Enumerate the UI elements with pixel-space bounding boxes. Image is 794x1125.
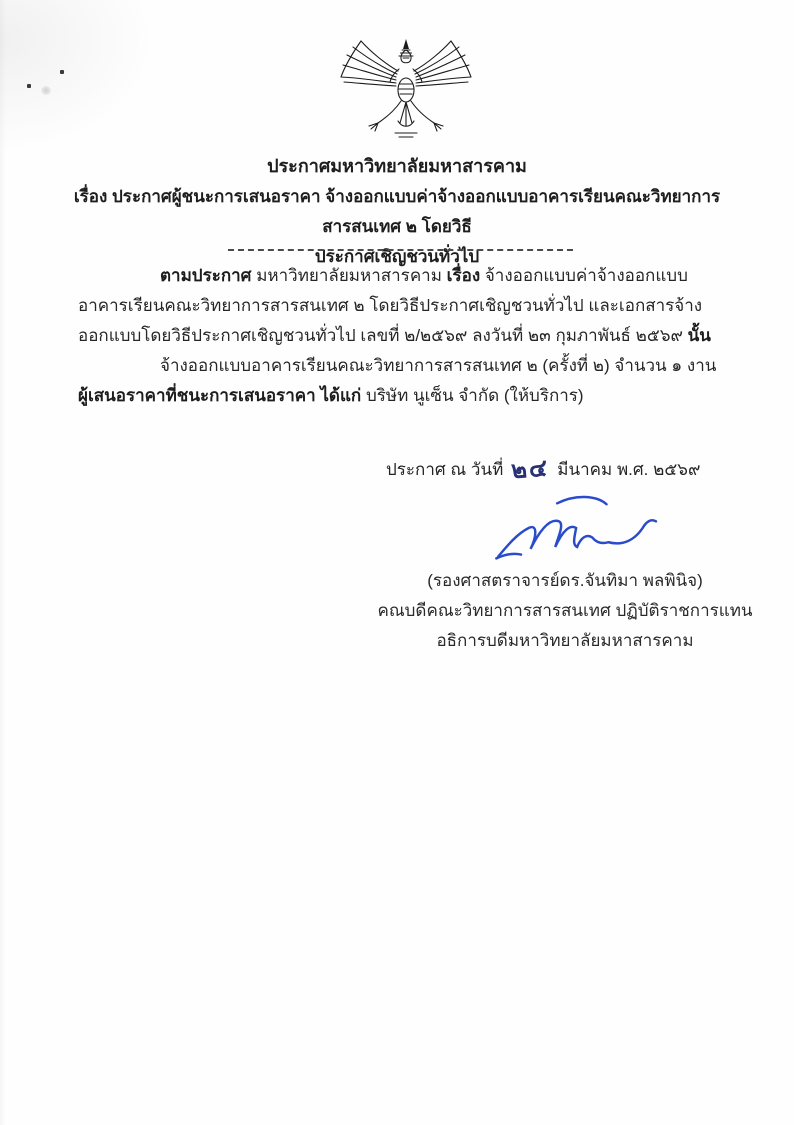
document-body — [78, 261, 726, 411]
subject-line-1: เรื่อง ประกาศผู้ชนะการเสนอราคา จ้างออกแบบค่าจ้างออกแบบอาคารเรียนคณะวิทยาการสารสนเทศ ๒ โดยวิธี — [73, 187, 721, 236]
tail-word: นั้น — [687, 326, 711, 345]
document-header — [0, 150, 794, 272]
body-text: มหาวิทยาลัยมหาสารคาม — [251, 266, 447, 285]
paragraph-reference — [78, 261, 726, 351]
winner-company: บริษัท นูเซ็น จำกัด (ให้บริการ) — [361, 386, 584, 405]
paragraph-winner — [78, 351, 726, 411]
date-prefix: ประกาศ ณ วันที่ — [386, 460, 504, 479]
scan-speck — [27, 84, 31, 88]
body-text: จ้างออกแบบอาคารเรียนคณะวิทยาการสารสนเทศ ๒ (ครั้งที่ ๒) จำนวน ๑ งาน — [160, 356, 717, 375]
dashed-divider — [228, 249, 573, 251]
scan-speck — [60, 70, 64, 74]
signature-ink — [488, 490, 670, 566]
signer-name: (รองศาสตราจารย์ดร.จันทิมา พลพินิจ) — [427, 571, 703, 590]
garuda-emblem-icon — [336, 36, 476, 150]
lead-word: ตามประกาศ — [160, 266, 252, 285]
handwritten-day: ๒๔ — [510, 454, 551, 485]
signer-block — [372, 566, 758, 656]
org-title: ประกาศมหาวิทยาลัยมหาสารคาม — [267, 156, 527, 176]
signer-title-2: อธิการบดีมหาวิทยาลัยมหาสารคาม — [436, 631, 694, 650]
subject-line-2: ประกาศเชิญชวนทั่วไป — [314, 247, 480, 266]
signer-title-1: คณบดีคณะวิทยาการสารสนเทศ ปฏิบัติราชการแทน — [377, 601, 753, 620]
announcement-date-line — [386, 447, 746, 486]
body-text: จ้างออกแบบค่าจ้างออกแบบอาคารเรียนคณะวิทยาการสารสนเทศ ๒ โดยวิธีประกาศเชิญชวนทั่วไป และเอกสารจ้างออกแบบโดยวิธีประกาศเชิญชวนทั่วไป เลขที่ ๒/๒๕๖๙ ลงวันที่ ๒๓ กุมภาพันธ์ ๒๕๖๙ — [78, 266, 703, 345]
date-suffix: มีนาคม พ.ศ. ๒๕๖๙ — [557, 460, 701, 479]
winner-phrase: ผู้เสนอราคาที่ชนะการเสนอราคา ได้แก่ — [78, 386, 362, 405]
re-word: เรื่อง — [446, 266, 481, 285]
scan-smudge — [41, 86, 51, 95]
